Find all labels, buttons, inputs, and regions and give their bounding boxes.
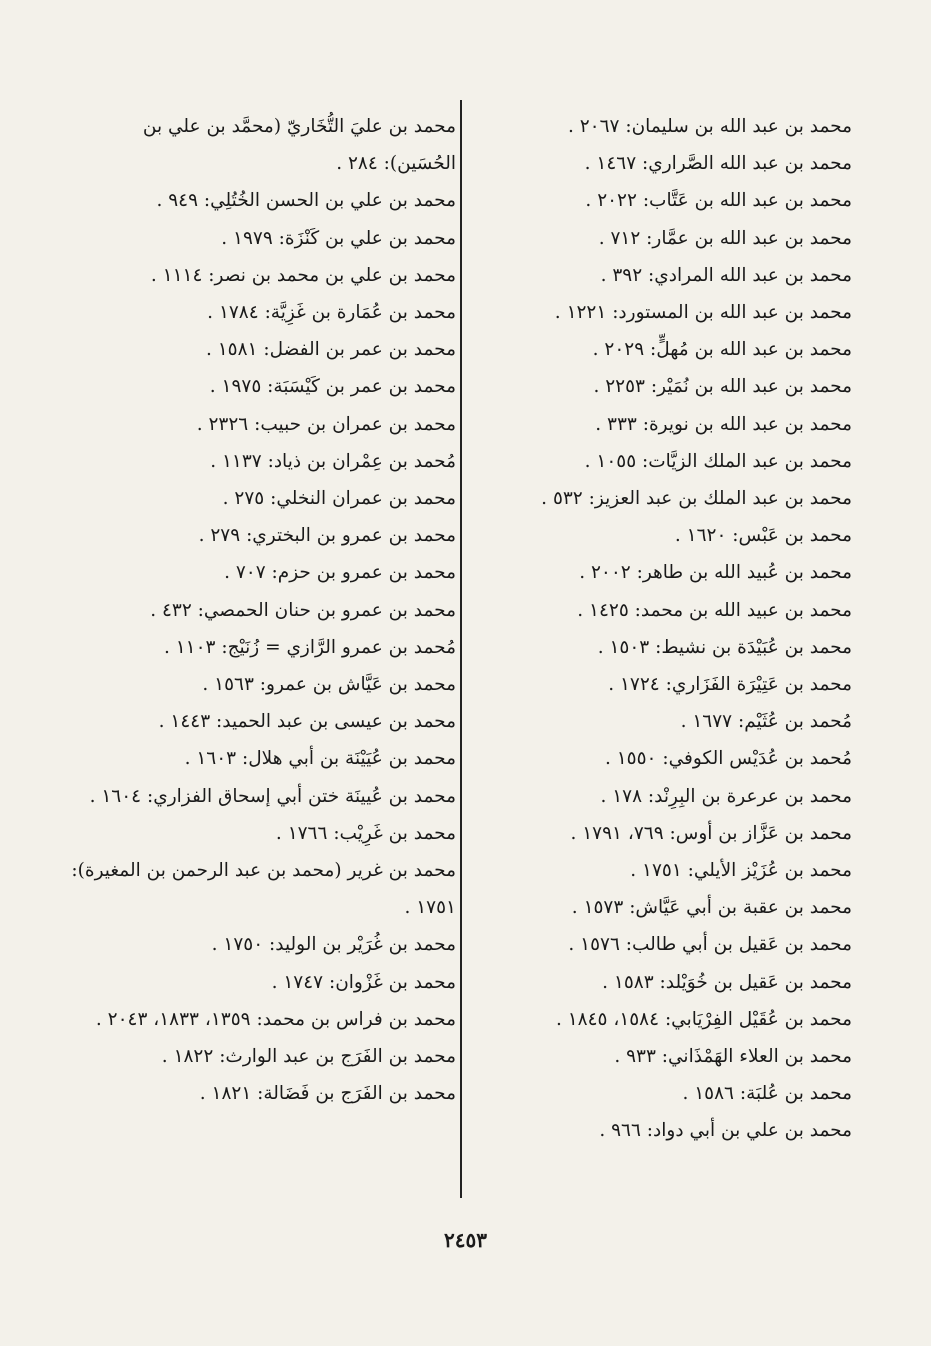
index-entry: محمد بن عُمَارة بن غَزِيَّة: ١٧٨٤ . bbox=[207, 302, 456, 324]
index-entry: محمد بن علي بن كَنْزَة: ١٩٧٩ . bbox=[221, 227, 456, 249]
index-entry: محمد بن عُقَيْل الفِرْيَابي: ١٥٨٤، ١٨٤٥ . bbox=[555, 1008, 852, 1030]
index-column-right bbox=[470, 108, 852, 1150]
index-entry: مُحمد بن عمرو الرَّازي = زُنَيْج: ١١٠٣ . bbox=[163, 636, 456, 658]
index-entry: محمد بن عبيد الله بن محمد: ١٤٢٥ . bbox=[577, 599, 852, 621]
index-entry: محمد بن عبد الله بن نُمَيْر: ٢٢٥٣ . bbox=[593, 376, 852, 398]
index-entry: محمد بن عُبَيْدَة بن نشيط: ١٥٠٣ . bbox=[597, 636, 852, 658]
index-entry: محمد بن عَيَّاش بن عمرو: ١٥٦٣ . bbox=[202, 674, 456, 696]
index-entry: محمد بن عبد الله بن عَتَّاب: ٢٠٢٢ . bbox=[585, 190, 852, 212]
index-entry: محمد بن غرير (محمد بن عبد الرحمن بن المغيرة): ١٧٥١ . bbox=[71, 860, 456, 919]
index-entry: محمد بن عيسى بن عبد الحميد: ١٤٤٣ . bbox=[158, 711, 456, 733]
index-entry: محمد بن غَرِيْب: ١٧٦٦ . bbox=[275, 822, 456, 844]
index-entry: محمد بن عُزَيْز الأيلي: ١٧٥١ . bbox=[630, 860, 852, 882]
index-entry: محمد بن الفَرَج بن فَضَالة: ١٨٢١ . bbox=[199, 1083, 456, 1105]
index-entry: محمد بن العلاء الهَمْذَاني: ٩٣٣ . bbox=[614, 1046, 852, 1068]
index-entry: محمد بن عبد الله الصَّراري: ١٤٦٧ . bbox=[584, 153, 852, 175]
index-entry: محمد بن عُيَيْنَة بن أبي هلال: ١٦٠٣ . bbox=[184, 748, 456, 770]
index-entry: محمد بن عمران بن حبيب: ٢٣٢٦ . bbox=[196, 413, 456, 435]
index-entry: محمد بن غُرَيْر بن الوليد: ١٧٥٠ . bbox=[211, 934, 456, 956]
index-entry: محمد بن عَتِيْرَة الفَزَاري: ١٧٢٤ . bbox=[608, 674, 852, 696]
index-entry: محمد بن عمران النخلي: ٢٧٥ . bbox=[222, 488, 456, 510]
index-entry: محمد بن عبد الله بن نويرة: ٣٣٣ . bbox=[595, 413, 852, 435]
index-entry: محمد بن عمرو بن البختري: ٢٧٩ . bbox=[198, 525, 456, 547]
index-entry: محمد بن علي بن الحسن الخُتُلِي: ٩٤٩ . bbox=[156, 190, 456, 212]
index-entry: محمد بن عبد الله بن مُهلٍّ: ٢٠٢٩ . bbox=[592, 339, 852, 361]
index-column-left bbox=[68, 108, 456, 1112]
index-entry: محمد بن عبد الله بن سليمان: ٢٠٦٧ . bbox=[567, 116, 852, 137]
index-entry: محمد بن عَقيل بن أبي طالب: ١٥٧٦ . bbox=[568, 934, 852, 956]
index-entry: محمد بن عَزَّاز بن أوس: ٧٦٩، ١٧٩١ . bbox=[570, 822, 852, 844]
index-entry: مُحمد بن عُدَيْس الكوفي: ١٥٥٠ . bbox=[604, 748, 852, 770]
index-entry: محمد بن الفَرَج بن عبد الوارث: ١٨٢٢ . bbox=[161, 1046, 456, 1068]
index-entry: محمد بن علي بن محمد بن نصر: ١١١٤ . bbox=[150, 264, 456, 286]
index-entry: محمد بن عمر بن كَيْسَبَة: ١٩٧٥ . bbox=[209, 376, 456, 398]
index-entry: محمد بن عبد الله بن عمَّار: ٧١٢ . bbox=[598, 227, 852, 249]
index-entry: محمد بن عمرو بن حزم: ٧٠٧ . bbox=[224, 562, 456, 584]
index-entry: محمد بن عمرو بن حنان الحمصي: ٤٣٢ . bbox=[150, 599, 456, 621]
index-entry: محمد بن عَقيل بن خُوَيْلد: ١٥٨٣ . bbox=[602, 971, 852, 993]
index-entry: محمد بن علي بن أبي دواد: ٩٦٦ . bbox=[599, 1120, 852, 1142]
index-entry: محمد بن عبد الله المرادي: ٣٩٢ . bbox=[600, 264, 852, 286]
column-divider bbox=[460, 100, 462, 1198]
index-entry: محمد بن غَزْوان: ١٧٤٧ . bbox=[271, 971, 456, 993]
index-entry: محمد بن عرعرة بن البِرِنْد: ١٧٨ . bbox=[600, 785, 852, 807]
index-entry: محمد بن عُلبَة: ١٥٨٦ . bbox=[682, 1083, 852, 1105]
index-entry: محمد بن عقبة بن أبي عَيَّاش: ١٥٧٣ . bbox=[571, 897, 852, 919]
index-entry: محمد بن عُبيد الله بن طاهر: ٢٠٠٢ . bbox=[579, 562, 852, 584]
index-entry: مُحمد بن عِمْران بن ذياد: ١١٣٧ . bbox=[210, 450, 456, 472]
index-entry: محمد بن عليَ التُّخَاريّ (محمَّد بن علي بن الحُسَين): ٢٨٤ . bbox=[142, 116, 456, 175]
index-entry: محمد بن عبد الملك الزيَّات: ١٠٥٥ . bbox=[584, 450, 852, 472]
index-entry: محمد بن فراس بن محمد: ١٣٥٩، ١٨٣٣، ٢٠٤٣ . bbox=[95, 1008, 456, 1030]
index-entry: محمد بن عبد الملك بن عبد العزيز: ٥٣٢ . bbox=[541, 488, 852, 510]
index-entry: محمد بن عبد الله بن المستورد: ١٢٢١ . bbox=[554, 302, 852, 324]
index-entry: محمد بن عمر بن الفضل: ١٥٨١ . bbox=[205, 339, 456, 361]
page-number: ٢٤٥٣ bbox=[444, 1228, 487, 1252]
index-entry: مُحمد بن عُثَيْم: ١٦٧٧ . bbox=[680, 711, 852, 733]
index-entry: محمد بن عَبْس: ١٦٢٠ . bbox=[674, 525, 852, 547]
index-entry: محمد بن عُيينَة ختن أبي إسحاق الفزاري: ١٦٠٤ . bbox=[89, 785, 456, 807]
